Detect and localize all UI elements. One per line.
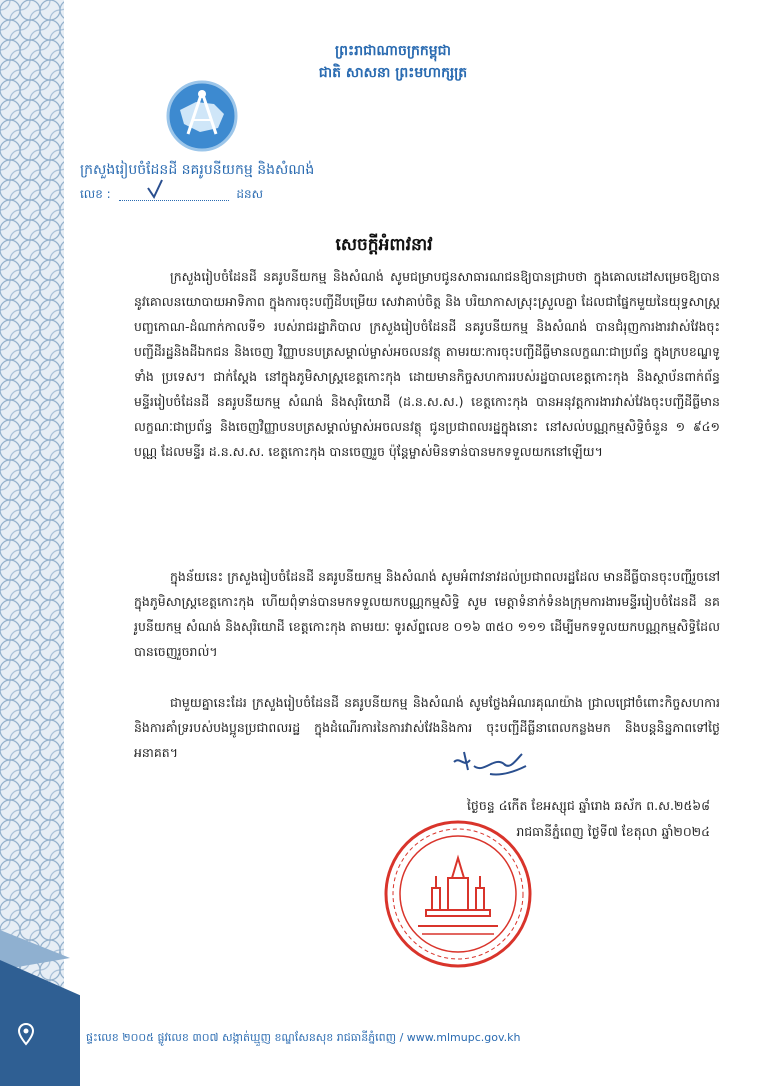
kingdom-header	[268, 40, 518, 84]
decorative-side-border	[0, 0, 64, 1086]
gregorian-date-place: រាជធានីភ្នំពេញ ថ្ងៃទី៧ ខែតុលា ឆ្នាំ២០២៤	[516, 824, 710, 839]
location-pin-icon	[14, 1022, 38, 1046]
lunar-date: ថ្ងៃចន្ទ ៤កើត ខែអស្សុជ ឆ្នាំរោង ឆស័ក ព.ស.២៥៦៨	[466, 798, 710, 813]
reference-label: លេខ :	[80, 187, 111, 201]
kingdom-name: ព្រះរាជាណាចក្រកម្ពុជា	[334, 43, 451, 59]
ministry-emblem-logo	[166, 80, 238, 152]
reference-suffix: ដនស	[236, 187, 264, 201]
ministry-name: ក្រសួងរៀបចំដែនដី នគរូបនីយកម្ម និងសំណង់	[80, 162, 315, 178]
paragraph-1: ក្រសួងរៀបចំដែនដី នគរូបនីយកម្ម និងសំណង់ សូមជម្រាបជូនសាធារណជនឱ្យបានជ្រាបថា ក្នុងគោលដៅសម្រេចឱ្យបាននូវគោលនយោបាយអាទិភាព ក្នុងការចុះបញ្ជីដីបម្រើយ សេវាគាប់ចិត្ត និង បរិយាកាសស្រុះស្រួលគ្នា ដែលជាផ្នែកមួយនៃយុទ្ធសាស្ត្របញ្ចកោណ-ដំណាក់កាលទី១ របស់រាជរដ្ឋាភិបាល ក្រសួងរៀបចំដែនដី នគរូបនីយកម្ម និងសំណង់ បានជំរុញការងារវាស់វែងចុះបញ្ជីដីរដ្ឋនិងដីឯកជន និងចេញ វិញ្ញាបនបត្រសម្គាល់ម្ចាស់អចលនវត្ថុ តាមរយៈការចុះបញ្ជីដីធ្លីមានលក្ខណៈជាប្រព័ន្ធ ក្នុងក្របខណ្ឌទូទាំង ប្រទេស។ ជាក់ស្តែង នៅក្នុងភូមិសាស្ត្រខេត្តកោះកុង ដោយមានកិច្ចសហការរបស់រដ្ឋបាលខេត្តកោះកុង និងស្ថាប័នពាក់ព័ន្ធ មន្ទីររៀបចំដែនដី នគរូបនីយកម្ម សំណង់ និងសុរិយោដី (ដ.ន.ស.ស.) ខេត្តកោះកុង បានអនុវត្តការងារវាស់វែងចុះបញ្ជីដីធ្លីមានលក្ខណៈជាប្រព័ន្ធ និងចេញវិញ្ញាបនបត្រសម្គាល់ម្ចាស់អចលនវត្ថុ ជូនប្រជាពលរដ្ឋក្នុងនោះ នៅសល់បណ្ណកម្មសិទ្ធិចំនួន ១ ៩៤១ បណ្ណ ដែលមន្ទីរ ដ.ន.ស.ស. ខេត្តកោះកុង បានចេញរួច ប៉ុន្តែម្ចាស់មិនទាន់បានមកទទួលយកនៅឡើយ។	[134, 269, 720, 459]
handwritten-initial-scribble-icon	[450, 748, 530, 780]
reference-number-blank	[119, 188, 229, 201]
handwritten-checkmark-icon	[145, 178, 165, 200]
official-red-seal-icon	[382, 818, 534, 970]
paragraph-3: ជាមួយគ្នានេះដែរ ក្រសួងរៀបចំដែនដី នគរូបនីយកម្ម និងសំណង់ សូមថ្លែងអំណរគុណយ៉ាង ជ្រាលជ្រៅចំពោះកិច្ចសហការ និងការគាំទ្ររបស់បងប្អូនប្រជាពលរដ្ឋ ក្នុងដំណើរការនៃការវាស់វែងនិងការ ចុះបញ្ជីដីធ្លីនាពេលកន្លងមក និងបន្តនិន្នភាពទៅថ្ងៃអនាគត។	[134, 695, 720, 760]
reference-number-row	[80, 184, 400, 204]
national-motto: ជាតិ សាសនា ព្រះមហាក្សត្រ	[318, 65, 468, 81]
footer-address: ផ្ទះលេខ ២០០៥ ផ្លូវលេខ ៣០៧ សង្កាត់ឃ្មួញ ខណ្ឌសែនសុខ រាជធានីភ្នំពេញ / www.mlmupc.gov.kh	[86, 1031, 521, 1044]
paragraph-2: ក្នុងន័យនេះ ក្រសួងរៀបចំដែនដី នគរូបនីយកម្ម និងសំណង់ សូមអំពាវនាវដល់ប្រជាពលរដ្ឋដែល មានដីធ្លីបានចុះបញ្ជីរួចនៅក្នុងភូមិសាស្ត្រខេត្តកោះកុង ហើយពុំទាន់បានមកទទួលយកបណ្ណកម្មសិទ្ធិ សូម មេត្តាទំនាក់ទំនងក្រុមការងារមន្ទីររៀបចំដែនដី នគរូបនីយកម្ម សំណង់ និងសុរិយោដី ខេត្តកោះកុង តាមរយៈ ទូរស័ព្ទលេខ ០១៦ ៣៥០ ១១១ ដើម្បីមកទទួលយកបណ្ណកម្មសិទ្ធិដែលបានចេញរួចរាល់។	[134, 569, 720, 659]
decorative-corner	[0, 960, 80, 1086]
document-title: សេចក្តីអំពាវនាវ	[335, 235, 433, 255]
